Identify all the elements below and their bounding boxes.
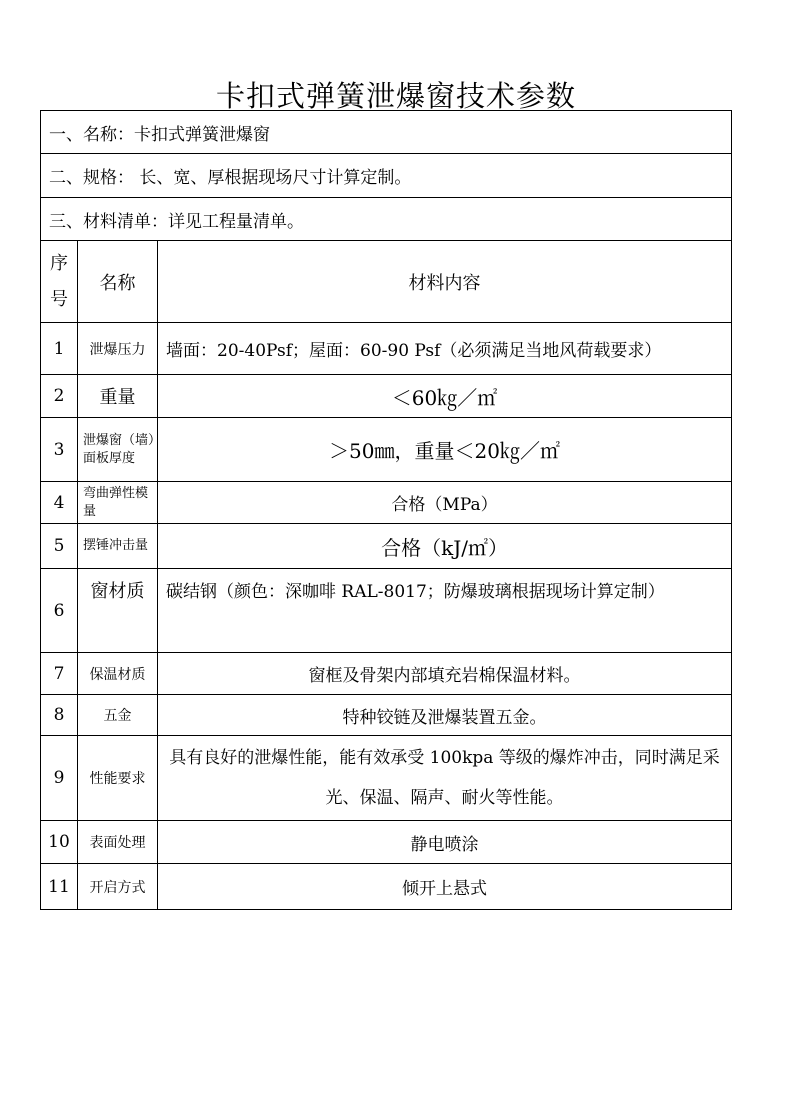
row-name: 性能要求 <box>78 736 158 821</box>
row-value: 倾开上悬式 <box>158 864 732 910</box>
material-list-line: 三、材料清单：详见工程量清单。 <box>41 198 732 241</box>
table-row <box>41 323 732 375</box>
table-row <box>41 569 732 653</box>
name-header: 名称 <box>78 241 158 323</box>
name-line: 一、名称：卡扣式弹簧泄爆窗 <box>41 111 732 154</box>
row-name: 开启方式 <box>78 864 158 910</box>
document-title: 卡扣式弹簧泄爆窗技术参数 <box>215 79 576 113</box>
row-value: 墙面：20-40Psf；屋面：60-90 Psf（必须满足当地风荷载要求） <box>158 323 732 375</box>
spec-line: 二、规格： 长、宽、厚根据现场尺寸计算定制。 <box>41 154 732 198</box>
row-name: 摆锤冲击量 <box>78 524 158 569</box>
table-row <box>41 418 732 482</box>
content-header: 材料内容 <box>158 241 732 323</box>
row-seq: 4 <box>41 482 78 524</box>
spec-table <box>40 110 732 910</box>
row-name: 五金 <box>78 695 158 736</box>
row-name: 泄爆压力 <box>78 323 158 375</box>
table-row <box>41 524 732 569</box>
row-value: 窗框及骨架内部填充岩棉保温材料。 <box>158 653 732 695</box>
row-seq: 3 <box>41 418 78 482</box>
row-name: 窗材质 <box>78 569 158 653</box>
row-seq: 10 <box>41 821 78 864</box>
row-name: 保温材质 <box>78 653 158 695</box>
row-value: 静电喷涂 <box>158 821 732 864</box>
row-name: 表面处理 <box>78 821 158 864</box>
seq-header: 序 号 <box>41 241 78 323</box>
table-row <box>41 736 732 821</box>
row-seq: 9 <box>41 736 78 821</box>
row-value: 具有良好的泄爆性能，能有效承受 100kpa 等级的爆炸冲击，同时满足采光、保温、隔声、耐火等性能。 <box>158 736 732 821</box>
table-row <box>41 821 732 864</box>
row-value: 合格（kJ/㎡） <box>158 524 732 569</box>
row-seq: 6 <box>41 569 78 653</box>
row-value: ＜60㎏／㎡ <box>158 375 732 418</box>
row-value: ＞50㎜，重量＜20㎏／㎡ <box>158 418 732 482</box>
table-row <box>41 653 732 695</box>
row-name: 弯曲弹性模量 <box>78 482 158 524</box>
table-row <box>41 695 732 736</box>
row-value: 碳结钢（颜色：深咖啡 RAL-8017；防爆玻璃根据现场计算定制） <box>158 569 732 653</box>
row-value: 合格（MPa） <box>158 482 732 524</box>
row-value: 特种铰链及泄爆装置五金。 <box>158 695 732 736</box>
table-row <box>41 375 732 418</box>
row-seq: 8 <box>41 695 78 736</box>
row-seq: 5 <box>41 524 78 569</box>
table-row <box>41 864 732 910</box>
row-seq: 2 <box>41 375 78 418</box>
row-seq: 1 <box>41 323 78 375</box>
row-name: 泄爆窗（墙）面板厚度 <box>78 418 158 482</box>
row-name: 重量 <box>78 375 158 418</box>
row-seq: 7 <box>41 653 78 695</box>
table-row <box>41 111 732 154</box>
row-seq: 11 <box>41 864 78 910</box>
table-row <box>41 482 732 524</box>
header-row <box>41 241 732 323</box>
table-row <box>41 154 732 198</box>
table-row <box>41 198 732 241</box>
